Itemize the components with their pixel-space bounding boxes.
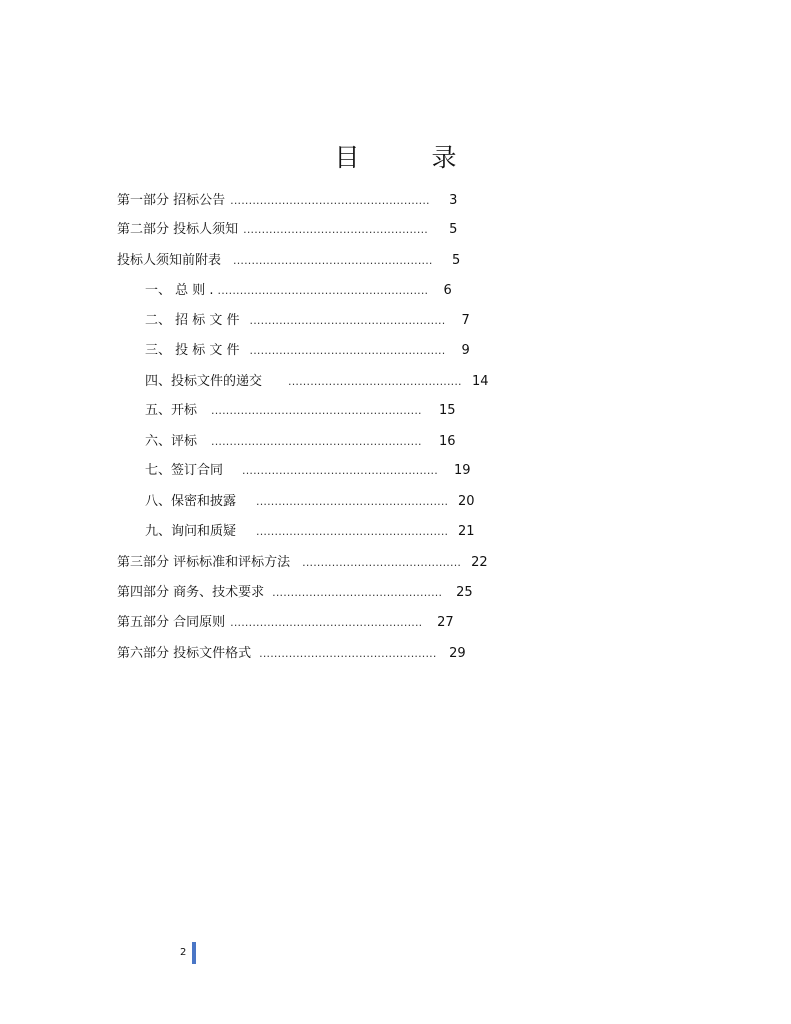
toc-dot-leader: ..................................................... — [249, 344, 446, 357]
toc-entry-label: 第四部分 商务、技术要求 — [117, 585, 265, 600]
toc-entry-label: 第六部分 投标文件格式 — [117, 646, 252, 661]
toc-page-number: 20 — [458, 494, 475, 509]
toc-page-number: 3 — [449, 193, 458, 208]
toc-dot-leader: ......................................................... — [211, 435, 422, 448]
toc-entry-label: 三、 投 标 文 件 — [145, 343, 240, 358]
toc-page-number: 15 — [439, 403, 456, 418]
toc-entry-label: 七、签订合同 — [145, 463, 224, 478]
toc-entry-general[interactable] — [145, 281, 452, 301]
toc-entry-bid-submission[interactable] — [145, 372, 489, 392]
toc-entry-part-5[interactable] — [117, 613, 454, 633]
toc-page-number: 14 — [472, 374, 489, 389]
toc-dot-leader: .............................................. — [272, 586, 443, 599]
toc-dot-leader: ........................................... — [302, 556, 462, 569]
footer-page-number: 2 — [180, 947, 187, 958]
toc-entry-label: 四、投标文件的递交 — [145, 374, 263, 389]
toc-page-number: 6 — [443, 283, 452, 298]
toc-entry-label: 第二部分 投标人须知 — [117, 222, 239, 237]
toc-entry-part-2[interactable] — [117, 220, 457, 240]
toc-dot-leader: .................................................. — [243, 223, 428, 236]
toc-entry-label: 第三部分 评标标准和评标方法 — [117, 555, 291, 570]
toc-entry-label: 一、 总 则 . — [145, 283, 214, 298]
toc-entry-label: 五、开标 — [145, 403, 198, 418]
toc-entry-confidentiality[interactable] — [145, 492, 475, 512]
toc-entry-part-4[interactable] — [117, 583, 473, 603]
toc-entry-bid-opening[interactable] — [145, 401, 456, 421]
toc-entry-label: 八、保密和披露 — [145, 494, 237, 509]
toc-dot-leader: .................................................... — [230, 616, 423, 629]
toc-page-number: 22 — [471, 555, 488, 570]
toc-entry-label: 第一部分 招标公告 — [117, 193, 226, 208]
toc-page-number: 7 — [461, 313, 470, 328]
toc-dot-leader: ................................................ — [259, 647, 437, 660]
toc-entry-part-6[interactable] — [117, 644, 466, 664]
toc-dot-leader: ......................................................... — [211, 404, 422, 417]
toc-page-number: 5 — [449, 222, 458, 237]
toc-page-number: 25 — [456, 585, 473, 600]
toc-dot-leader: .................................................... — [256, 495, 449, 508]
toc-entry-bid-evaluation[interactable] — [145, 432, 456, 452]
toc-entry-label: 九、询问和质疑 — [145, 524, 237, 539]
toc-page-number: 21 — [458, 524, 475, 539]
toc-entry-inquiry-challenge[interactable] — [145, 522, 475, 542]
toc-entry-label: 投标人须知前附表 — [117, 253, 222, 268]
toc-entry-label: 第五部分 合同原则 — [117, 615, 226, 630]
toc-heading — [0, 138, 791, 174]
toc-entry-tender-docs[interactable] — [145, 311, 470, 331]
toc-page-number: 9 — [461, 343, 470, 358]
toc-dot-leader: ..................................................... — [249, 314, 446, 327]
toc-dot-leader: ...................................................... — [233, 254, 433, 267]
toc-page-number: 5 — [452, 253, 461, 268]
toc-page-number: 16 — [439, 434, 456, 449]
toc-entry-bidder-notice-table[interactable] — [117, 251, 460, 271]
toc-page-number: 29 — [449, 646, 466, 661]
toc-heading-char-1: 目 — [334, 143, 360, 172]
toc-dot-leader: ...................................................... — [230, 194, 430, 207]
toc-entry-label: 六、评标 — [145, 434, 198, 449]
toc-dot-leader: ......................................................... — [217, 284, 429, 297]
toc-dot-leader: .................................................... — [256, 525, 449, 538]
toc-page-number: 27 — [437, 615, 454, 630]
toc-dot-leader: ............................................... — [288, 375, 462, 388]
toc-entry-part-1[interactable] — [117, 191, 457, 211]
toc-page-number: 19 — [454, 463, 471, 478]
toc-entry-part-3[interactable] — [117, 553, 488, 573]
footer-accent-bar — [192, 942, 196, 964]
toc-entry-contract-signing[interactable] — [145, 461, 471, 481]
toc-entry-bid-docs[interactable] — [145, 341, 470, 361]
toc-dot-leader: ..................................................... — [242, 464, 438, 477]
toc-heading-char-2: 录 — [431, 143, 457, 172]
toc-entry-label: 二、 招 标 文 件 — [145, 313, 240, 328]
